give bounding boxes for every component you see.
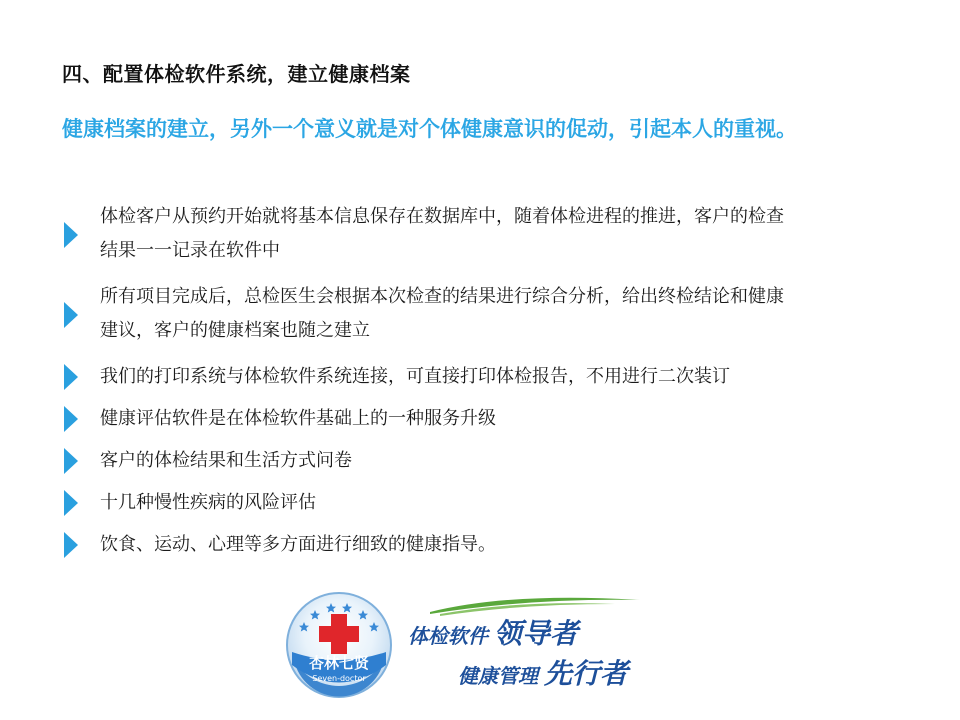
triangle-bullet-icon	[64, 364, 78, 390]
brand-slogan	[400, 590, 670, 700]
bullet-text-line: 十几种慢性疾病的风险评估	[100, 492, 316, 513]
bullet-text-line: 体检客户从预约开始就将基本信息保存在数据库中，随着体检进程的推进，客户的检查	[100, 206, 784, 227]
slogan-line-1-small: 体检软件	[408, 624, 488, 648]
bullet-text-line: 健康评估软件是在体检软件基础上的一种服务升级	[100, 408, 496, 429]
triangle-bullet-icon	[64, 532, 78, 558]
bullet-text-line: 饮食、运动、心理等多方面进行细致的健康指导。	[100, 534, 496, 555]
bullet-item	[62, 280, 922, 360]
bullet-item	[62, 486, 922, 528]
triangle-bullet-icon	[64, 490, 78, 516]
section-heading: 四、配置体检软件系统，建立健康档案	[62, 62, 411, 86]
brand-logo-badge	[284, 590, 394, 700]
slogan-line-2	[458, 652, 628, 692]
bullet-text-line: 客户的体检结果和生活方式问卷	[100, 450, 352, 471]
slogan-line-2-big: 先行者	[544, 657, 629, 690]
bullet-item	[62, 528, 922, 570]
bullet-list	[62, 200, 922, 570]
bullet-text-line: 结果一一记录在软件中	[100, 240, 280, 261]
triangle-bullet-icon	[64, 448, 78, 474]
triangle-bullet-icon	[64, 222, 78, 248]
brand-name-cn: 杏林七贤	[308, 654, 369, 672]
slogan-line-1	[408, 612, 578, 652]
medical-cross-icon	[284, 590, 394, 700]
bullet-item	[62, 444, 922, 486]
bullet-item	[62, 402, 922, 444]
bullet-item	[62, 360, 922, 402]
brand-name-en: Seven-doctor	[312, 674, 366, 683]
bullet-text-line: 建议，客户的健康档案也随之建立	[100, 320, 370, 341]
slogan-line-2-small: 健康管理	[458, 664, 538, 688]
bullet-text-line: 所有项目完成后，总检医生会根据本次检查的结果进行综合分析，给出终检结论和健康	[100, 286, 784, 307]
bullet-text-line: 我们的打印系统与体检软件系统连接，可直接打印体检报告，不用进行二次装订	[100, 366, 730, 387]
triangle-bullet-icon	[64, 406, 78, 432]
slogan-line-1-big: 领导者	[494, 617, 579, 650]
subtitle-highlight: 健康档案的建立，另外一个意义就是对个体健康意识的促动，引起本人的重视。	[62, 117, 797, 141]
triangle-bullet-icon	[64, 302, 78, 328]
bullet-item	[62, 200, 922, 280]
